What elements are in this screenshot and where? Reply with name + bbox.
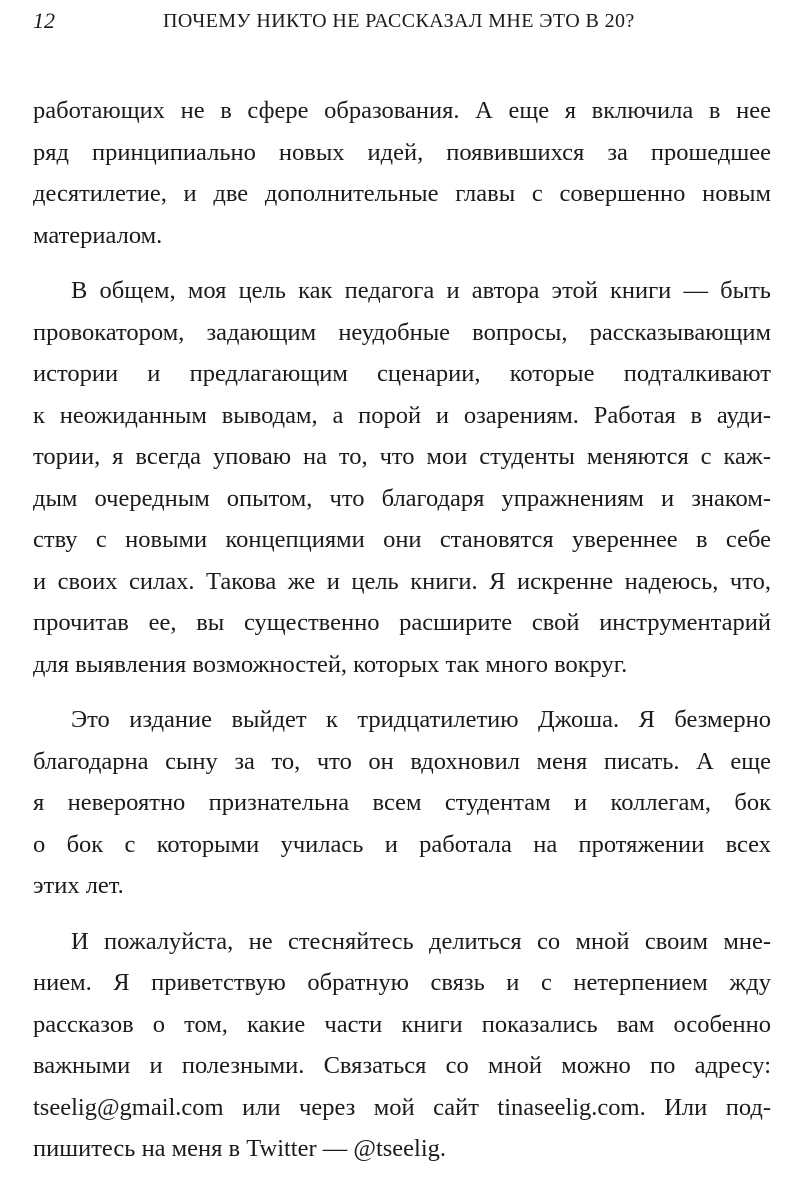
body-text [33,90,771,1170]
paragraph-4-line: И пожалуйста, не стесняйтесь делиться со мной своим мне- [71,927,771,955]
paragraph-4-line: рассказов о том, какие части книги показались вам особенно [33,1010,771,1038]
paragraph-4-line: пишитесь на меня в Twitter — @tseelig. [33,1135,447,1162]
page-number: 12 [33,8,55,33]
paragraph-2-line: прочитав ее, вы существенно расширите свой инструментарий [33,609,771,636]
paragraph-2-line: В общем, моя цель как педагога и автора этой книги — быть [71,277,771,304]
paragraph-3-line: этих лет. [33,872,124,899]
book-title: ПОЧЕМУ НИКТО НЕ РАССКАЗАЛ МНЕ ЭТО В 20? [163,10,635,32]
paragraph-1-line: десятилетие, и две дополнительные главы с совершенно новым [33,180,771,207]
paragraph-3-line: благодарна сыну за то, что он вдохновил меня писать. А еще [33,747,771,775]
paragraph-4-line: важными и полезными. Связаться со мной можно по адресу: [33,1052,771,1079]
paragraph-2-line: и своих силах. Такова же и цель книги. Я искренне надеюсь, что, [33,567,771,595]
running-header [33,6,773,36]
paragraph-1-line: ряд принципиально новых идей, появившихся за прошедшее [33,138,771,166]
paragraph-2-line: для выявления возможностей, которых так много вокруг. [33,650,628,678]
paragraph-2-line: провокатором, задающим неудобные вопросы, рассказывающим [33,318,771,346]
paragraph-2-line: дым очередным опытом, что благодаря упражнениям и знаком- [33,484,771,512]
paragraph-2-line: тории, я всегда уповаю на то, что мои студенты меняются с каж- [33,443,771,470]
paragraph-1-line: материалом. [33,221,163,249]
paragraph-3-line: о бок с которыми училась и работала на протяжении всех [33,830,771,858]
paragraph-4-line: tseelig@gmail.com или через мой сайт tinaseelig.com. Или под- [33,1093,771,1121]
paragraph-2-line: ству с новыми концепциями они становятся увереннее в себе [33,526,771,553]
paragraph-2-line: истории и предлагающим сценарии, которые подталкивают [33,360,771,387]
paragraph-1-line: работающих не в сфере образования. А еще я включила в нее [33,97,771,124]
paragraph-4-line: нием. Я приветствую обратную связь и с нетерпением жду [33,969,771,996]
paragraph-3-line: я невероятно признательна всем студентам и коллегам, бок [33,789,771,816]
paragraph-2-line: к неожиданным выводам, а порой и озарениям. Работая в ауди- [33,401,771,429]
paragraph-3-line: Это издание выйдет к тридцатилетию Джоша. Я безмерно [71,706,771,733]
